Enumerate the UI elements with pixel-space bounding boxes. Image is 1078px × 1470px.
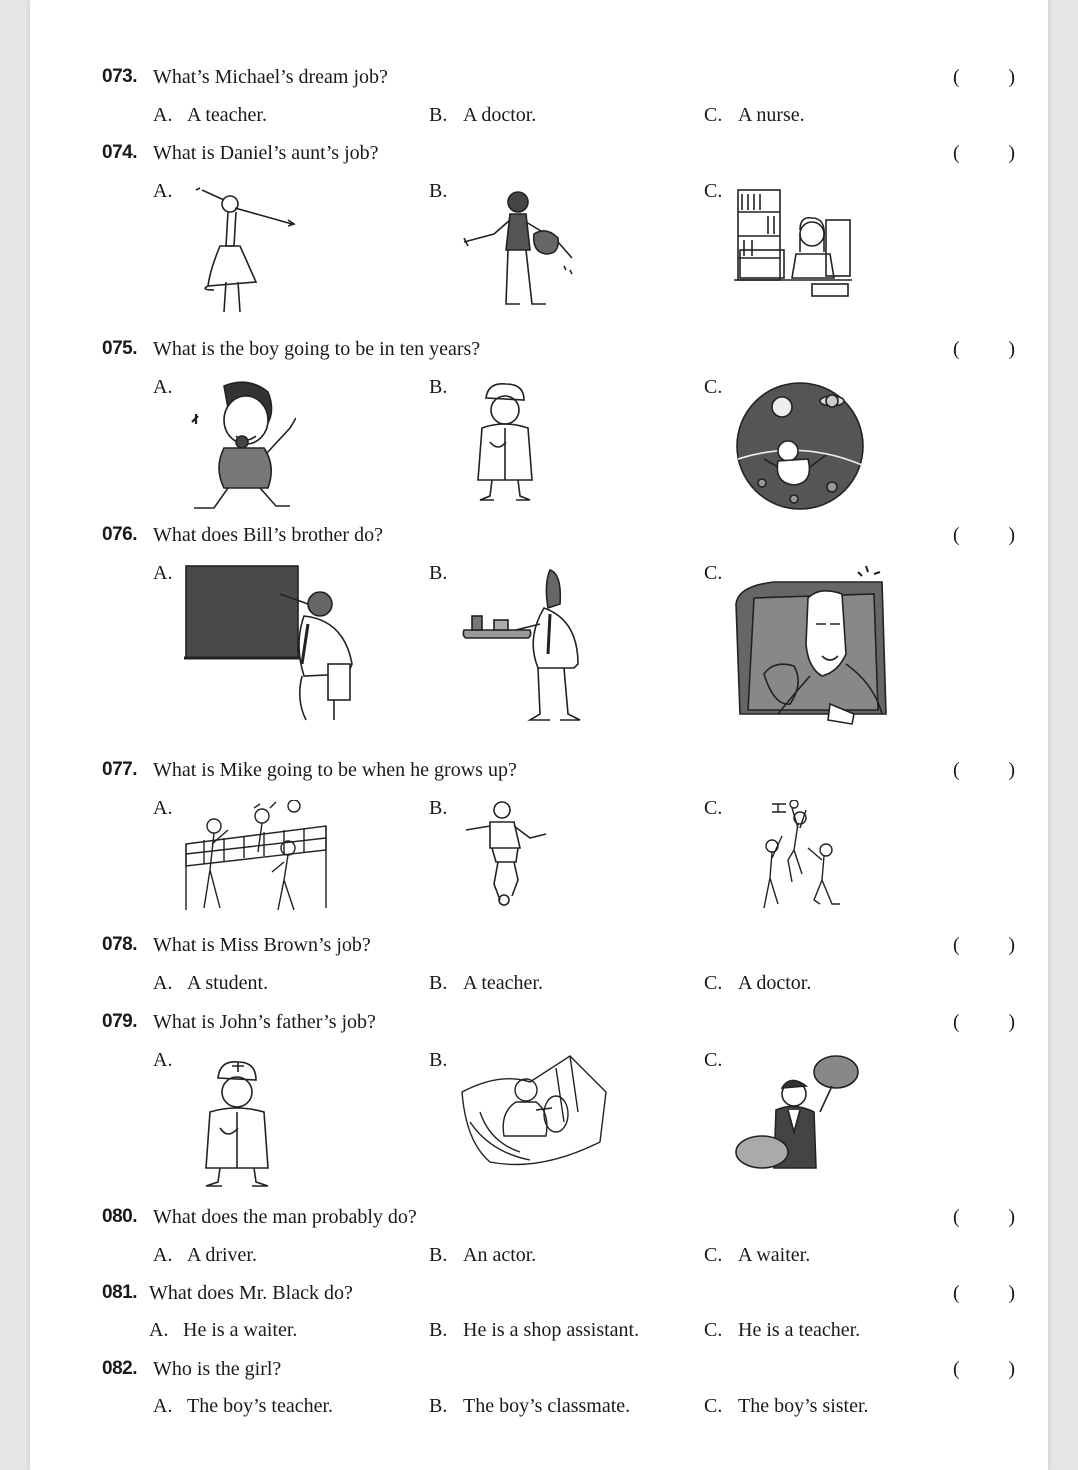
question-075: 075. What is the boy going to be in ten years? ( )	[30, 335, 1048, 363]
picture-label-c: C.	[704, 180, 723, 202]
option-c: C. A waiter.	[704, 1244, 811, 1266]
teacher-blackboard-icon	[184, 564, 356, 726]
doctor-icon	[192, 1058, 284, 1190]
picture-label-a: A.	[153, 797, 173, 819]
ballet-dancer-icon	[180, 186, 300, 314]
question-number: 079.	[102, 1011, 137, 1032]
question-number: 074.	[102, 142, 137, 163]
astronaut-icon	[734, 379, 866, 513]
picture-label-a: A.	[153, 180, 173, 202]
question-number: 082.	[102, 1358, 137, 1379]
question-text: What is John’s father’s job?	[153, 1011, 376, 1033]
question-text: What is Mike going to be when he grows up?	[153, 759, 517, 781]
option-a: A. The boy’s teacher.	[153, 1395, 334, 1417]
question-text: What is Daniel’s aunt’s job?	[153, 142, 379, 164]
question-078: 078. What is Miss Brown’s job? ( )	[30, 931, 1048, 959]
option-a: A. He is a waiter.	[149, 1319, 298, 1341]
picture-label-a: A.	[153, 1049, 173, 1071]
picture-label-b: B.	[429, 797, 448, 819]
option-b: B. A doctor.	[429, 104, 537, 126]
question-number: 078.	[102, 934, 137, 955]
option-c: C. The boy’s sister.	[704, 1395, 869, 1417]
picture-label-a: A.	[153, 376, 173, 398]
question-number: 080.	[102, 1206, 137, 1227]
basketball-players-icon	[742, 800, 844, 912]
question-number: 077.	[102, 759, 137, 780]
option-c: C. A nurse.	[704, 104, 805, 126]
question-text: Who is the girl?	[153, 1358, 282, 1380]
question-074: 074. What is Daniel’s aunt’s job? ( )	[30, 139, 1048, 167]
option-b: B. He is a shop assistant.	[429, 1319, 640, 1341]
option-a: A. A teacher.	[153, 104, 267, 126]
question-073: 073. What’s Michael’s dream job? ( )	[30, 63, 1048, 91]
option-a: A. A driver.	[153, 1244, 257, 1266]
driver-icon	[734, 564, 890, 742]
question-text: What does Mr. Black do?	[149, 1282, 353, 1304]
picture-label-b: B.	[429, 376, 448, 398]
question-081: 081. What does Mr. Black do? ( )	[30, 1279, 1048, 1307]
picture-label-b: B.	[429, 1049, 448, 1071]
question-text: What is the boy going to be in ten years?	[153, 338, 481, 360]
option-b: B. A teacher.	[429, 972, 543, 994]
question-text: What is Miss Brown’s job?	[153, 934, 371, 956]
picture-label-a: A.	[153, 562, 173, 584]
singer-icon	[184, 378, 296, 514]
question-number: 076.	[102, 524, 137, 545]
option-c: C. A doctor.	[704, 972, 812, 994]
option-b: B. The boy’s classmate.	[429, 1395, 631, 1417]
question-text: What’s Michael’s dream job?	[153, 66, 388, 88]
question-080: 080. What does the man probably do? ( )	[30, 1203, 1048, 1231]
volleyball-players-icon	[184, 800, 330, 914]
picture-label-c: C.	[704, 376, 723, 398]
question-text: What does Bill’s brother do?	[153, 524, 383, 546]
picture-label-c: C.	[704, 562, 723, 584]
gardener-watering-icon	[460, 186, 580, 310]
driver-car-icon	[460, 1052, 610, 1172]
doctor-icon	[470, 380, 540, 506]
question-text: What does the man probably do?	[153, 1206, 417, 1228]
question-079: 079. What is John’s father’s job? ( )	[30, 1008, 1048, 1036]
question-number: 075.	[102, 338, 137, 359]
waiter-tray-icon	[460, 564, 584, 724]
question-082: 082. Who is the girl? ( )	[30, 1355, 1048, 1383]
waiter-plate-icon	[734, 1052, 862, 1176]
picture-label-c: C.	[704, 1049, 723, 1071]
worksheet-page	[30, 0, 1048, 1470]
option-c: C. He is a teacher.	[704, 1319, 861, 1341]
option-b: B. An actor.	[429, 1244, 537, 1266]
question-number: 081.	[102, 1282, 137, 1303]
question-076: 076. What does Bill’s brother do? ( )	[30, 521, 1048, 549]
picture-label-b: B.	[429, 180, 448, 202]
option-a: A. A student.	[153, 972, 269, 994]
question-number: 073.	[102, 66, 137, 87]
question-077: 077. What is Mike going to be when he grows up? ( )	[30, 756, 1048, 784]
picture-label-b: B.	[429, 562, 448, 584]
football-player-icon	[460, 800, 564, 906]
picture-label-c: C.	[704, 797, 723, 819]
office-worker-icon	[734, 186, 856, 306]
